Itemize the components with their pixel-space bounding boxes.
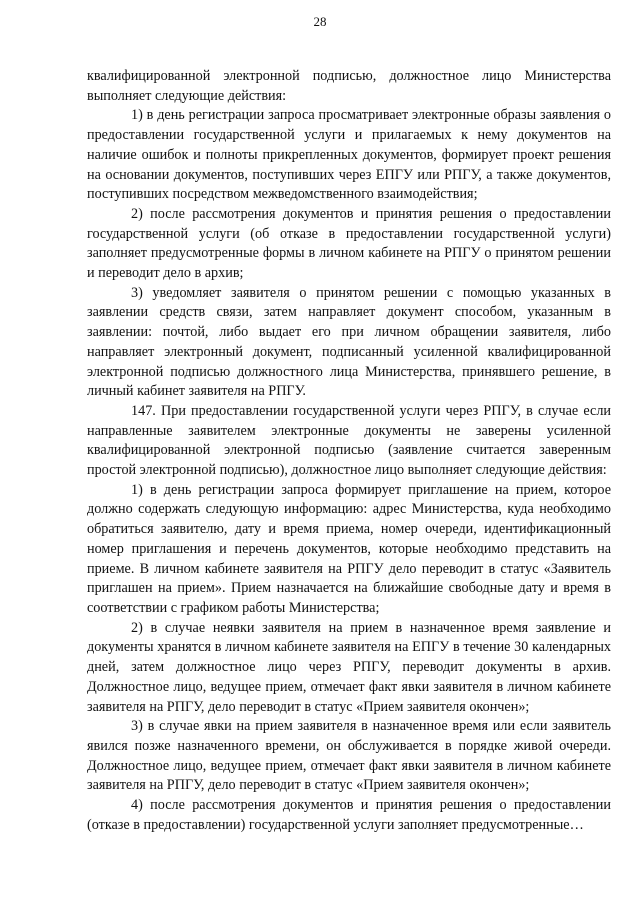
paragraph: 1) в день регистрации запроса просматривает электронные образы заявления о предоставлении государственной услуги и прилагаемых к нему документов на наличие ошибок и полноты прикрепленных документов, формирует проект решения на основании документов, поступивших через ЕПГУ или РПГУ, а также документов, поступивших посредством межведомственного взаимодействия; bbox=[87, 107, 611, 203]
paragraph: 1) в день регистрации запроса формирует приглашение на прием, которое должно содержать следующую информацию: адрес Министерства, куда необходимо обратиться заявителю, дату и время приема, номер очереди, идентификационный номер приглашения и перечень документов, которые необходимо представить на приеме. В личном кабинете заявителя на РПГУ дело переводит в статус «Заявитель приглашен на прием». Прием назначается на ближайшие свободные дату и время в соответствии с графиком работы Министерства; bbox=[87, 481, 611, 616]
page-number: 28 bbox=[313, 14, 327, 29]
document-body bbox=[87, 67, 611, 835]
paragraph: 4) после рассмотрения документов и принятия решения о предоставлении (отказе в предоставлении) государственной услуги заполняет предусмотренные… bbox=[87, 797, 611, 833]
paragraph: 3) в случае явки на прием заявителя в назначенное время или если заявитель явился позже назначенного времени, он обслуживается в порядке живой очереди. Должностное лицо, ведущее прием, отмечает факт явки заявителя в личном кабинете заявителя на РПГУ, дело переводит в статус «Прием заявителя окончен»; bbox=[87, 718, 611, 794]
paragraph: 3) уведомляет заявителя о принятом решении с помощью указанных в заявлении средств связи, затем направляет документ способом, указанным в заявлении: почтой, либо выдает его при личном обращении заявителя, либо направляет электронный документ, подписанный усиленной квалифицированной электронной подписью должностного лица Министерства, принявшего решение, в личный кабинет заявителя на РПГУ. bbox=[87, 284, 611, 400]
paragraph: квалифицированной электронной подписью, должностное лицо Министерства выполняет следующие действия: bbox=[87, 68, 611, 104]
paragraph: 2) после рассмотрения документов и принятия решения о предоставлении государственной услуги (об отказе в предоставлении государственной услуги) заполняет предусмотренные формы в личном кабинете на РПГУ о принятом решении и переводит дело в архив; bbox=[87, 205, 611, 282]
paragraph: 2) в случае неявки заявителя на прием в назначенное время заявление и документы хранятся в личном кабинете заявителя на ЕПГУ в течение 30 календарных дней, затем должностное лицо через РПГУ, переводит документы в архив. Должностное лицо, ведущее прием, отмечает факт явки заявителя в личном кабинете заявителя на РПГУ, дело переводит в статус «Прием заявителя окончен»; bbox=[87, 619, 611, 715]
paragraph: 147. При предоставлении государственной услуги через РПГУ, в случае если направленные заявителем электронные документы не заверены усиленной квалифицированной электронной подписью (заявление считается заверенным простой электронной подписью), должностное лицо выполняет следующие действия: bbox=[87, 402, 611, 479]
